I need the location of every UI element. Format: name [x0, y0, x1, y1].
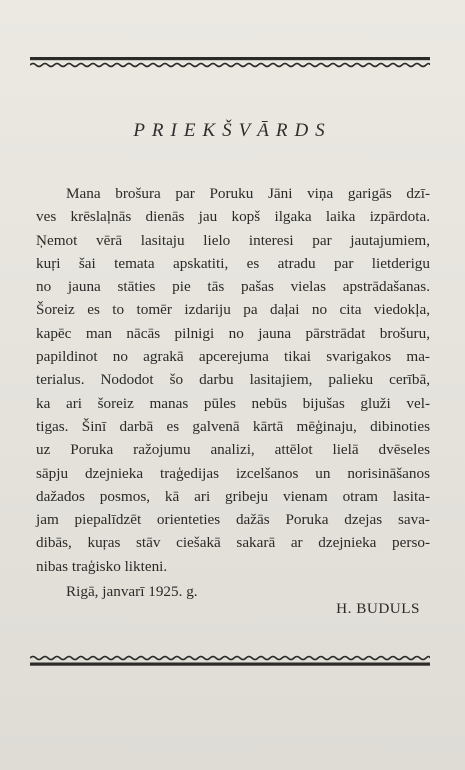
text-line: ves krēslaļnās dienās jau kopš ilgaka laika izpārdota.: [36, 208, 430, 226]
foreword-paragraph: [36, 182, 430, 578]
text-line: Mana brošura par Poruku Jāni viņa garigās dzī-: [66, 185, 430, 202]
text-line: ka ari šoreiz manas pūles nebūs bijušas gluži vel-: [36, 394, 430, 412]
text-line: papildinot no agrakā apcerejuma tikai svarigakos ma-: [36, 348, 430, 366]
page-heading: PRIEKŠVĀRDS: [133, 120, 332, 141]
text-line: kuŗi šai temata apskatiti, es atradu par lietderigu: [36, 254, 430, 272]
place-and-date: Rigā, janvarī 1925. g.: [66, 583, 198, 600]
text-line: terialus. Nododot šo darbu lasitajiem, palieku cerībā,: [36, 371, 430, 389]
bottom-ornamental-rule: [30, 654, 430, 668]
text-line: Šoreiz es to tomēr izdariju pa daļai no cita viedokļa,: [36, 301, 430, 319]
text-line: dažados posmos, kā ari gribeju vienam otram lasita-: [36, 487, 430, 505]
text-line: dibās, kuŗas stāv ciešakā sakarā ar dzejnieka perso-: [36, 534, 430, 552]
text-line: jam piepalīdzēt orienteties dažās Poruka dzejas sava-: [36, 511, 430, 529]
text-line: Ņemot vērā lasitaju lielo interesi par jautajumiem,: [36, 231, 430, 249]
text-line: tigas. Šinī darbā es galvenā kārtā mēģinaju, dibinoties: [36, 417, 430, 435]
text-line: sāpju dzejnieka traģedijas izcelšanos un norisināšanos: [36, 464, 430, 482]
text-line: no jauna stāties pie tās pašas vielas apstrādašanas.: [36, 278, 430, 296]
text-line: nibas traģisko likteni.: [36, 557, 168, 575]
text-line: kapēc man nācās pilnigi no jauna pārstrādat brošuru,: [36, 324, 430, 342]
author-name: H. BUDULS: [336, 600, 420, 617]
text-line: uz Poruka ražojumu analizi, attēlot lielā dvēseles: [36, 441, 430, 459]
top-ornamental-rule: [30, 55, 430, 71]
